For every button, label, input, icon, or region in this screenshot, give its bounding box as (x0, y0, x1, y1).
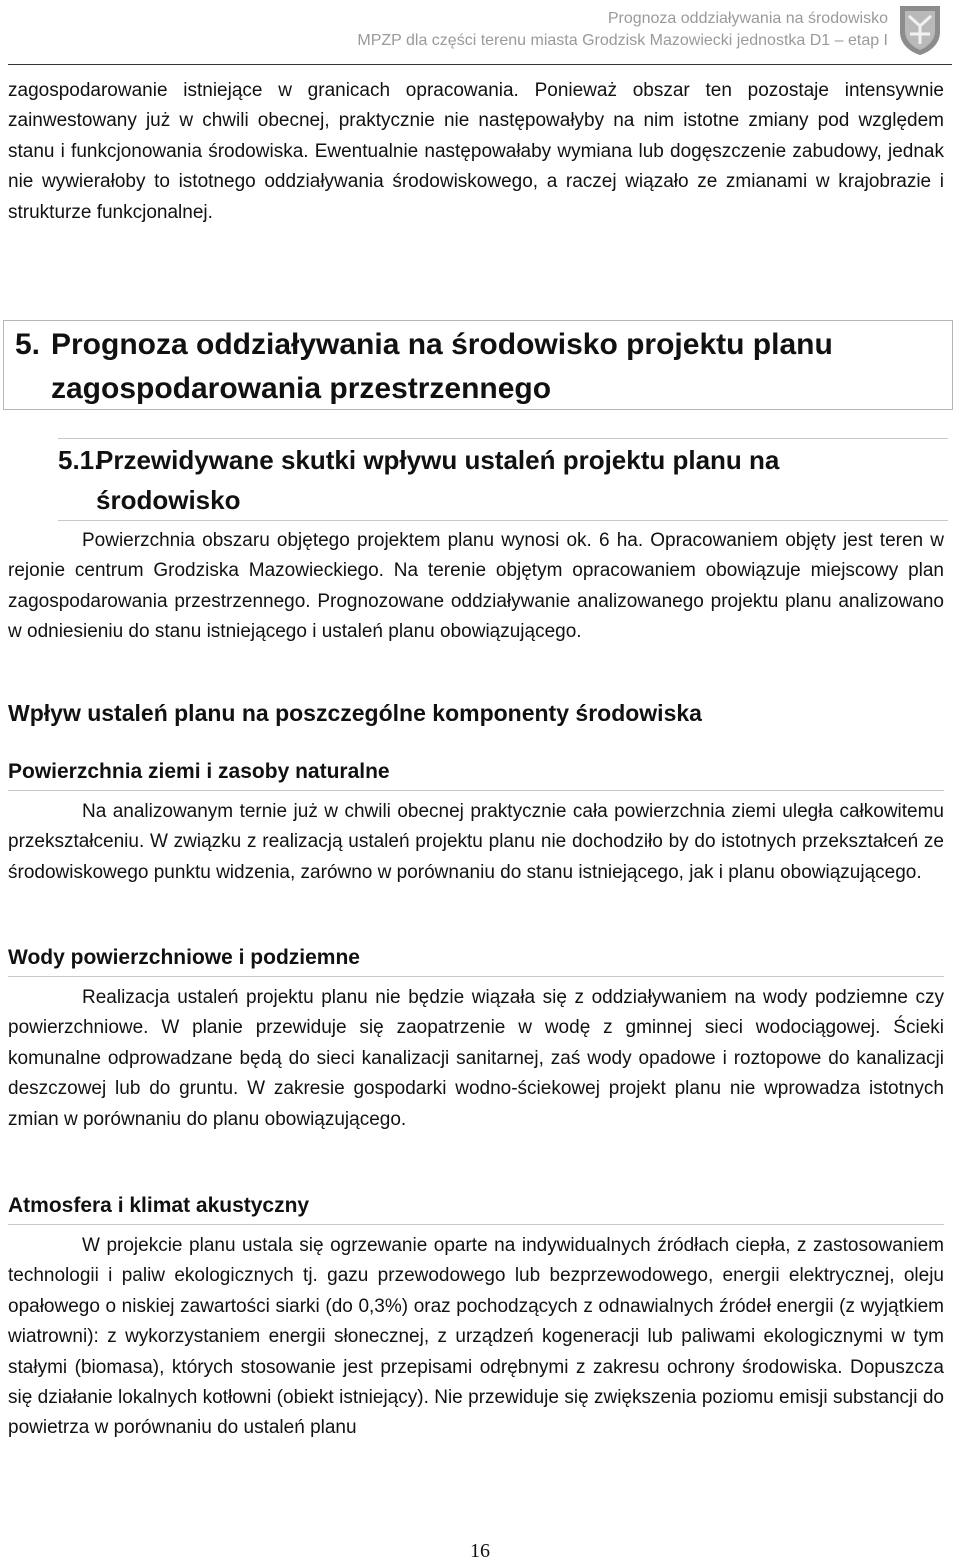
intro-block (8, 76, 944, 228)
section-5-1-bottom-rule (58, 520, 948, 521)
component-water (8, 944, 944, 1135)
section-5-title: Prognoza oddziaływania na środowisko projektu planu zagospodarowania przestrzennego (51, 328, 833, 405)
impact-heading: Wpływ ustaleń planu na poszczególne komponenty środowiska (8, 700, 702, 726)
component-heading: Powierzchnia ziemi i zasoby naturalne (8, 760, 390, 783)
component-heading-rule (8, 976, 944, 977)
page-number: 16 (470, 1540, 490, 1562)
header-title: Prognoza oddziaływania na środowisko (607, 10, 888, 27)
section-5-number: 5. (15, 328, 41, 361)
header-subtitle: MPZP dla części terenu miasta Grodzisk Mazowiecki jednostka D1 – etap I (357, 32, 888, 49)
impact-heading-block (8, 698, 944, 728)
page-header (0, 0, 960, 66)
component-heading: Wody powierzchniowe i podziemne (8, 946, 360, 969)
section-5-1-body (8, 526, 944, 648)
section-5-1-top-rule (58, 438, 948, 439)
component-text: Na analizowanym ternie już w chwili obecnej praktycznie cała powierzchnia ziemi uległa całkowitemu przekształceniu. W związku z realizacją ustaleń projektu planu nie dochodziło by do istotnych przekształceń ze środowiskowego punktu widzenia, zarówno w porównaniu do stanu istniejącego, jak i planu obowiązującego. (8, 801, 944, 883)
component-text: W projekcie planu ustala się ogrzewanie oparte na indywidualnych źródłach ciepła, z zastosowaniem technologii i paliw ekologicznych tj. gazu przewodowego lub bezprzewodowego, energii elektrycznej, oleju opałowego o niskiej zawartości siarki (do 0,3%) oraz pochodzących z odnawialnych źródeł energii (z wyjątkiem wiatrowni): z wykorzystaniem energii słonecznej, z urządzeń kogeneracji lub paliwami ekologicznymi w tym stałymi (biomasa), których stosowanie jest przepisami odrębnymi z zakresu ochrony środowiska. Dopuszcza się działanie lokalnych kotłowni (obiekt istniejący). Nie przewiduje się zwiększenia poziomu emisji substancji do powietrza w porównaniu do ustaleń planu (8, 1235, 944, 1439)
header-text (357, 8, 888, 52)
section-5-1-number: 5.1. (58, 445, 102, 475)
component-text: Realizacja ustaleń projektu planu nie będzie wiązała się z oddziaływaniem na wody podziemne czy powierzchniowe. W planie przewiduje się zaopatrzenie w wodę z gminnej sieci wodociągowej. Ścieki komunalne odprowadzane będą do sieci kanalizacji sanitarnej, zaś wody opadowe i roztopowe do kanalizacji deszczowej lub do gruntu. W zakresie gospodarki wodno-ściekowej projekt planu nie wprowadza istotnych zmian w porównaniu do planu obowiązującego. (8, 987, 944, 1130)
section-5-1-title: Przewidywane skutki wpływu ustaleń projektu planu na środowisko (96, 445, 780, 515)
component-heading-rule (8, 1224, 944, 1225)
component-atmosphere (8, 1192, 944, 1444)
section-5-heading-box (3, 320, 953, 410)
intro-paragraph: zagospodarowanie istniejące w granicach opracowania. Ponieważ obszar ten pozostaje intensywnie zainwestowany już w chwili obecnej, praktycznie nie następowałyby na nim istotne zmiany pod względem stanu i funkcjonowania środowiska. Ewentualnie następowałaby wymiana lub dogęszczenie zabudowy, jednak nie wywierałoby to istotnego oddziaływania środowiskowego, a raczej wiązało ze zmianami w krajobrazie i strukturze funkcjonalnej. (8, 80, 944, 223)
component-heading: Atmosfera i klimat akustyczny (8, 1194, 310, 1217)
component-heading-rule (8, 790, 944, 791)
shield-crest-icon (898, 4, 942, 56)
component-soil (8, 758, 944, 888)
header-divider (8, 64, 952, 65)
section-5-1-paragraph: Powierzchnia obszaru objętego projektem planu wynosi ok. 6 ha. Opracowaniem objęty jest teren w rejonie centrum Grodziska Mazowieckiego. Na terenie objętym opracowaniem obowiązuje miejscowy plan zagospodarowania przestrzennego. Prognozowane oddziaływanie analizowanego projektu planu analizowano w odniesieniu do stanu istniejącego i ustaleń planu obowiązującego. (8, 530, 944, 643)
